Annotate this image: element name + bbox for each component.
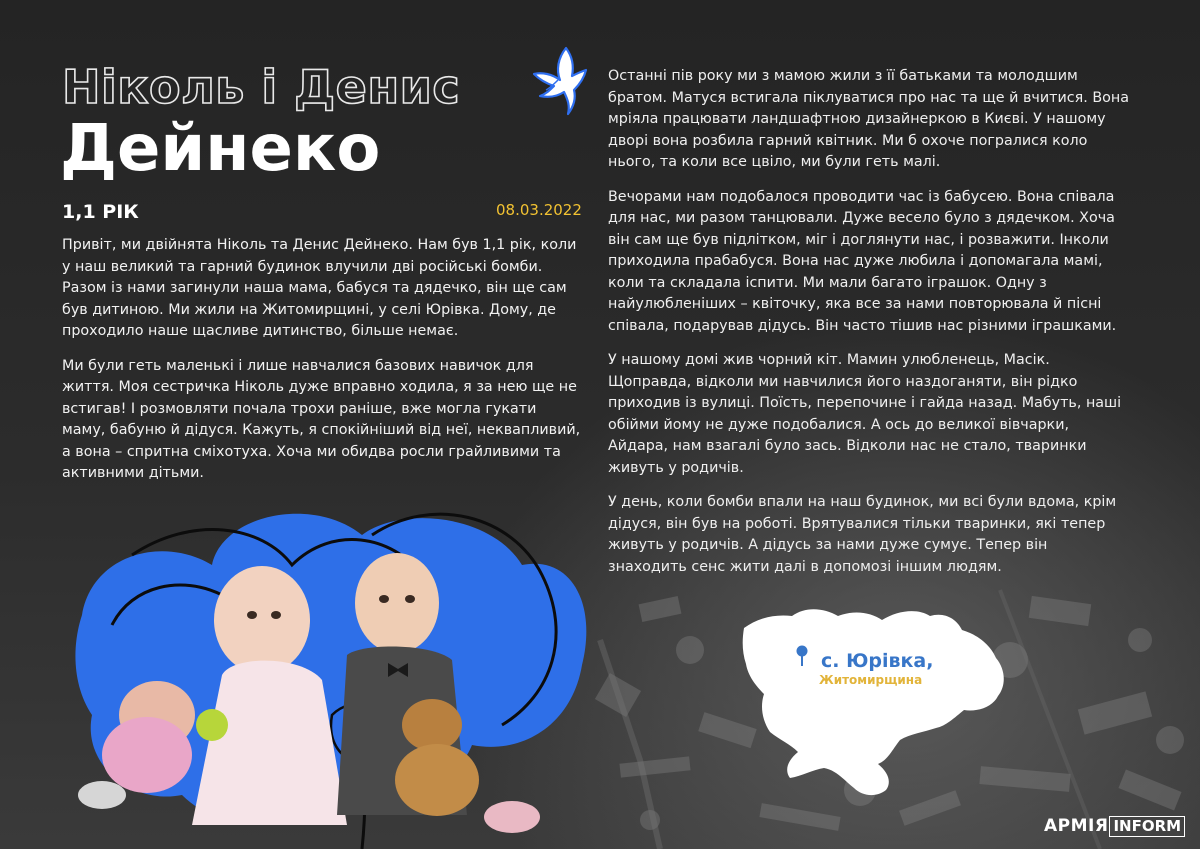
story-left-column [62, 235, 582, 498]
map-pin-icon [794, 644, 810, 666]
ukraine-map [740, 600, 1010, 810]
logo-text-part1: АРМІЯ [1044, 816, 1109, 836]
map-city-label: с. Юрівка, [821, 650, 934, 672]
story-paragraph: Привіт, ми двійнята Ніколь та Денис Дейнеко. Нам був 1,1 рік, коли у наш великий та гарний будинок влучили дві російські бомби. Разом із нами загинули наша мама, бабуся та дядечко, він ще сам був дитиною. Ми жили на Житомирщині, у селі Юрівка. Дому, де проходило наше щасливе дитинство, більше немає. [62, 237, 577, 339]
age-label: 1,1 РІК [62, 201, 139, 223]
title-names: Ніколь і Денис [62, 60, 461, 114]
story-paragraph: У день, коли бомби впали на наш будинок, ми всі були вдома, крім дідуся, він був на роботі. Врятувалися тільки тваринки, які тепер живуть у родичів. А дідусь за нами дуже сумує. Тепер він знаходить сенс жити далі в допомозі іншим людям. [608, 494, 1117, 575]
logo-text-part2: INFORM [1109, 816, 1185, 837]
date-label: 08.03.2022 [496, 201, 582, 219]
armiya-inform-logo [1044, 813, 1185, 839]
dove-icon [528, 44, 588, 116]
story-paragraph: У нашому домі жив чорний кіт. Мамин улюбленець, Масік. Щоправда, відколи ми навчилися його наздоганяти, він рідко приходив із вулиці. Поїсть, перепочине і гайда назад. Мабуть, наші обійми йому не дуже подобалися. А ось до великої вівчарки, Айдара, нам взагалі було зась. Відколи нас не стало, тваринки живуть у родичів. [608, 352, 1122, 476]
story-paragraph: Вечорами нам подобалося проводити час із бабусею. Вона співала для нас, ми разом танцювали. Дуже весело було з дядечком. Хоча він сам ще був підлітком, міг і доглянути нас, і розважити. Інколи приходила прабабуся. Вона нас дуже любила і допомагала мамі, коли та складала іспити. Ми мали багато іграшок. Одну з найулюбленіших – квіточку, яка все за нами повторювала й пісні співала, подарував дідусь. Він часто тішив нас різними іграшками. [608, 188, 1117, 334]
map-region-label: Житомирщина [819, 673, 923, 687]
title-surname: Дейнеко [60, 112, 381, 186]
story-paragraph: Ми були геть маленькі і лише навчалися базових навичок для життя. Моя сестричка Ніколь дуже вправно ходила, я за нею ще не встигав! І розмовляти почала трохи раніше, вже могла гукати маму, бабуню й дідуся. Кажуть, я спокійніший від неї, неквапливий, а вона – спритна сміхотуха. Хоча ми обидва росли грайливими та активними дітьми. [62, 357, 581, 481]
story-right-column [608, 66, 1130, 591]
twins-photo [72, 495, 602, 849]
story-paragraph: Останні пів року ми з мамою жили з її батьками та молодшим братом. Матуся встигала піклуватися про нас та ще й вчитися. Вона мріяла працювати ландшафтною дизайнеркою в Києві. У нашому дворі вона розбила гарний квітник. Ми б охоче погралися коло нього, та коли все цвіло, ми були геть малі. [608, 68, 1129, 170]
